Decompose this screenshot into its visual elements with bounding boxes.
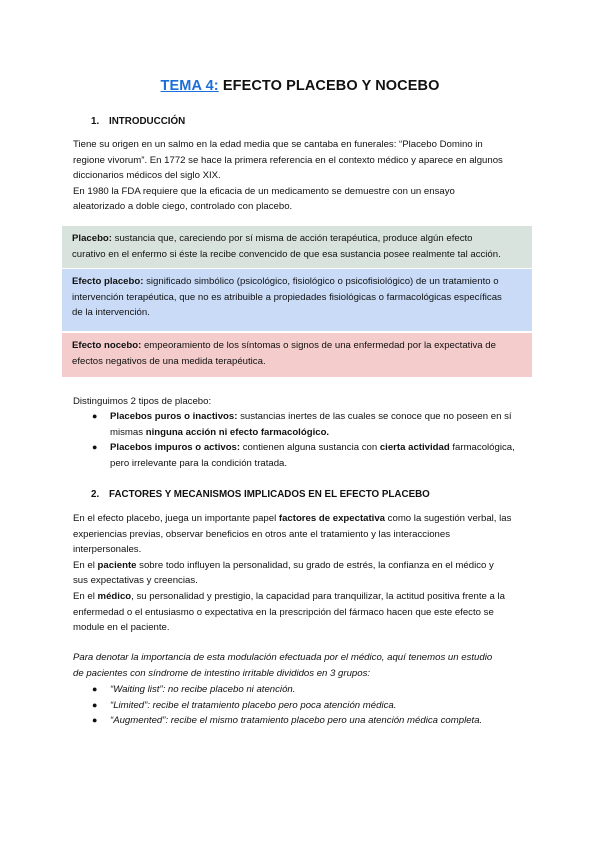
- study-groups-list: [92, 682, 532, 729]
- intro-line: diccionarios médicos del siglo XIX.: [73, 170, 221, 182]
- factors-text: sus expectativas y creencias.: [73, 575, 198, 587]
- type-text: farmacológica,: [449, 442, 515, 454]
- list-item: [92, 409, 532, 440]
- factors-emphasis: factores de expectativa: [278, 513, 386, 524]
- type-text: sustancias inertes de las cuales se conoce que no poseen en sí: [237, 411, 512, 422]
- factors-emphasis: paciente: [97, 559, 137, 571]
- type-text: mismas: [110, 426, 146, 438]
- type-text: contienen alguna sustancia con: [240, 442, 380, 454]
- list-item: [92, 682, 532, 698]
- intro-line: Tiene su origen en un salmo en la edad media que se cantaba en funerales: “Placebo Domino in: [73, 139, 483, 150]
- section-2-heading: [91, 487, 430, 503]
- types-intro-text: Distinguimos 2 tipos de placebo:: [73, 396, 212, 407]
- bullet-icon: ●: [92, 699, 98, 710]
- section-1-title: INTRODUCCIÓN: [109, 116, 186, 127]
- list-item: [92, 698, 532, 714]
- factors-text: enfermedad o el entusiasmo o expectativa en la prescripción del fármaco hacen que este efecto se: [73, 606, 494, 618]
- factors-text: sobre todo influyen la personalidad, su grado de estrés, la confianza en el médico y: [136, 559, 494, 571]
- title-link[interactable]: TEMA 4:: [160, 78, 219, 94]
- efecto-nocebo-text: empeoramiento de los síntomas o signos de una enfermedad por la expectativa de: [141, 340, 496, 351]
- bullet-icon: ●: [92, 715, 98, 726]
- efecto-placebo-text-2: intervención terapéutica, que no es atribuible a propiedades fisiológicas o farmacológicas específicas: [72, 291, 502, 303]
- factors-text: En el efecto placebo, juega un importante papel: [73, 513, 279, 524]
- bullet-icon: ●: [92, 684, 98, 694]
- placebo-term: Placebo:: [72, 233, 112, 244]
- list-item: [92, 713, 532, 729]
- efecto-placebo-term: Efecto placebo:: [72, 276, 144, 287]
- group-text: “Waiting list”: no recibe placebo ni atención.: [110, 684, 296, 695]
- list-item: [92, 440, 532, 471]
- title-main: EFECTO PLACEBO Y NOCEBO: [222, 78, 440, 94]
- page-title: [0, 76, 600, 96]
- factors-text: En el: [73, 559, 98, 571]
- efecto-placebo-text: significado simbólico (psicológico, fisiológico o psicofisiológico) de un tratamiento o: [143, 276, 499, 287]
- intro-line: regione vivorum”. En 1772 se hace la primera referencia en el contexto médico y aparece en algunos: [73, 154, 503, 166]
- section-2-title: FACTORES Y MECANISMOS IMPLICADOS EN EL EFECTO PLACEBO: [109, 489, 430, 500]
- factors-paragraph: [73, 511, 533, 636]
- factors-text: interpersonales.: [73, 544, 142, 556]
- efecto-placebo-definition-box: [62, 269, 532, 331]
- group-text: “Augmented”: recibe el mismo tratamiento placebo pero una atención médica completa.: [110, 715, 483, 727]
- intro-line: En 1980 la FDA requiere que la eficacia de un medicamento se demuestre con un ensayo: [73, 185, 455, 197]
- type-emphasis: ninguna acción ni efecto farmacológico.: [145, 426, 330, 438]
- study-text: de pacientes con síndrome de intestino irritable divididos en 3 grupos:: [73, 667, 371, 679]
- section-2-number: 2.: [91, 489, 100, 500]
- bullet-icon: ●: [92, 442, 98, 453]
- factors-text: , su personalidad y prestigio, la capacidad para tranquilizar, la actitud positiva frente a la: [131, 590, 505, 602]
- section-1-heading: [91, 114, 185, 130]
- study-text: Para denotar la importancia de esta modulación efectuada por el médico, aquí tenemos un estudio: [73, 652, 493, 663]
- factors-text: experiencias previas, observar beneficios en otros ante el tratamiento y las interacciones: [73, 528, 451, 540]
- type-text: pero irrelevante para la condición tratada.: [110, 457, 288, 469]
- placebo-definition-box: [62, 226, 532, 268]
- group-text: “Limited”: recibe el tratamiento placebo pero poca atención médica.: [110, 699, 397, 711]
- efecto-nocebo-definition-box: [62, 333, 532, 377]
- study-paragraph: [73, 650, 533, 681]
- factors-text: module en el paciente.: [73, 622, 170, 634]
- placebo-text-2: curativo en el enfermo si éste la recibe convencido de que esa sustancia posee realmente tal acción.: [72, 248, 501, 260]
- efecto-placebo-text-3: de la intervención.: [72, 307, 150, 319]
- types-intro: [73, 394, 533, 410]
- section-1-number: 1.: [91, 116, 100, 127]
- factors-text: En el: [73, 590, 98, 602]
- intro-paragraph: [73, 137, 533, 215]
- placebo-text: sustancia que, careciendo por sí misma de acción terapéutica, produce algún efecto: [112, 233, 473, 244]
- type-emphasis: cierta actividad: [379, 442, 450, 454]
- efecto-nocebo-term: Efecto nocebo:: [72, 340, 142, 351]
- type-term: Placebos impuros o activos:: [110, 442, 241, 454]
- factors-emphasis: médico: [97, 590, 132, 602]
- bullet-icon: ●: [92, 411, 98, 421]
- type-term: Placebos puros o inactivos:: [110, 411, 238, 422]
- placebo-types-list: [92, 409, 532, 471]
- factors-text: como la sugestión verbal, las: [385, 513, 512, 524]
- intro-line: aleatorizado a doble ciego, controlado con placebo.: [73, 201, 293, 213]
- efecto-nocebo-text-2: efectos negativos de una medida terapéutica.: [72, 355, 266, 367]
